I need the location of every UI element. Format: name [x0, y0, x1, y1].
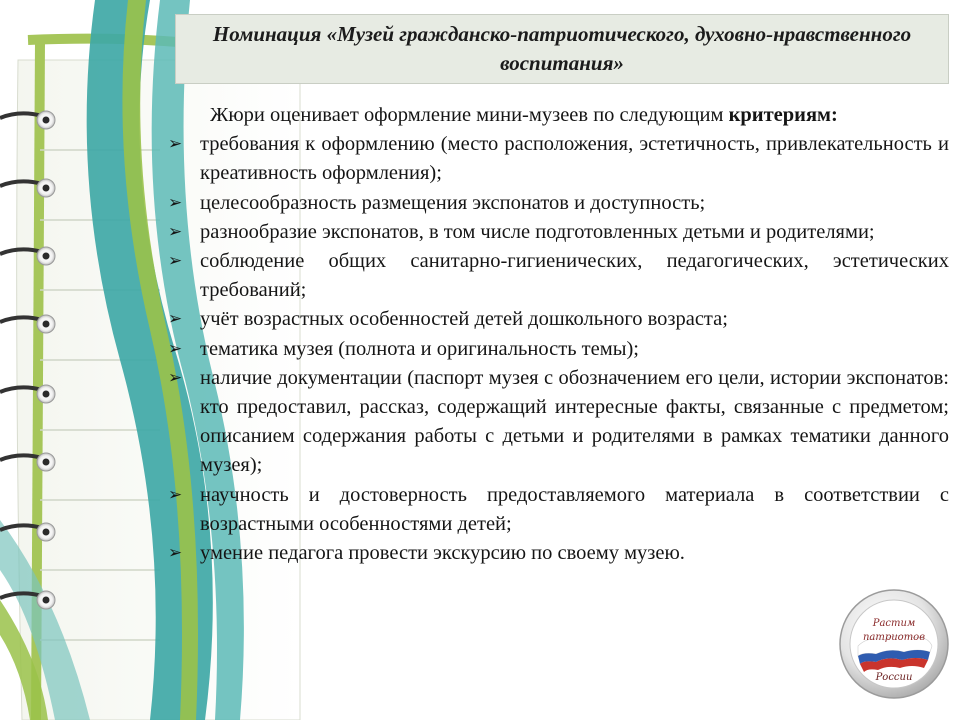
list-item: ➢ тематика музея (полнота и оригинальность темы); [166, 335, 949, 364]
arrow-bullet-icon: ➢ [168, 484, 183, 505]
list-item: ➢ умение педагога провести экскурсию по своему музею. [166, 539, 949, 568]
page-title: Номинация «Музей гражданско-патриотического, духовно-нравственного воспитания» [212, 22, 912, 75]
intro-paragraph [166, 101, 949, 130]
arrow-bullet-icon: ➢ [168, 309, 183, 330]
intro-text: Жюри оценивает оформление мини-музеев по следующим [210, 104, 729, 126]
list-item: ➢ соблюдение общих санитарно-гигиенических, педагогических, эстетических требований; [166, 247, 949, 305]
arrow-bullet-icon: ➢ [168, 338, 183, 359]
emblem-line3: России [875, 672, 913, 683]
arrow-bullet-icon: ➢ [168, 192, 183, 213]
emblem-line2: патриотов [862, 632, 926, 643]
criteria-list [166, 130, 949, 568]
emblem-line1: Растим [872, 618, 916, 629]
arrow-bullet-icon: ➢ [168, 221, 183, 242]
arrow-bullet-icon: ➢ [168, 251, 183, 272]
criteria-section [166, 101, 949, 568]
list-item: ➢ разнообразие экспонатов, в том числе подготовленных детьми и родителями; [166, 218, 949, 247]
emblem-logo [838, 588, 950, 700]
arrow-bullet-icon: ➢ [168, 367, 183, 388]
list-item: ➢ требования к оформлению (место расположения, эстетичность, привлекательность и креативность оформления); [166, 130, 949, 188]
arrow-bullet-icon: ➢ [168, 543, 183, 564]
arrow-bullet-icon: ➢ [168, 134, 183, 155]
list-item: ➢ целесообразность размещения экспонатов и доступность; [166, 189, 949, 218]
list-item: ➢ наличие документации (паспорт музея с обозначением его цели, истории экспонатов: кто предоставил, рассказ, содержащий интересные факты, связанные с предметом; описанием содержания работы с детьми и родителями в рамках тематики данного музея); [166, 364, 949, 481]
list-item: ➢ учёт возрастных особенностей детей дошкольного возраста; [166, 305, 949, 334]
list-item: ➢ научность и достоверность предоставляемого материала в соответствии с возрастными особенностями детей; [166, 481, 949, 539]
header-box [175, 14, 949, 84]
intro-bold: критериям: [728, 104, 838, 126]
